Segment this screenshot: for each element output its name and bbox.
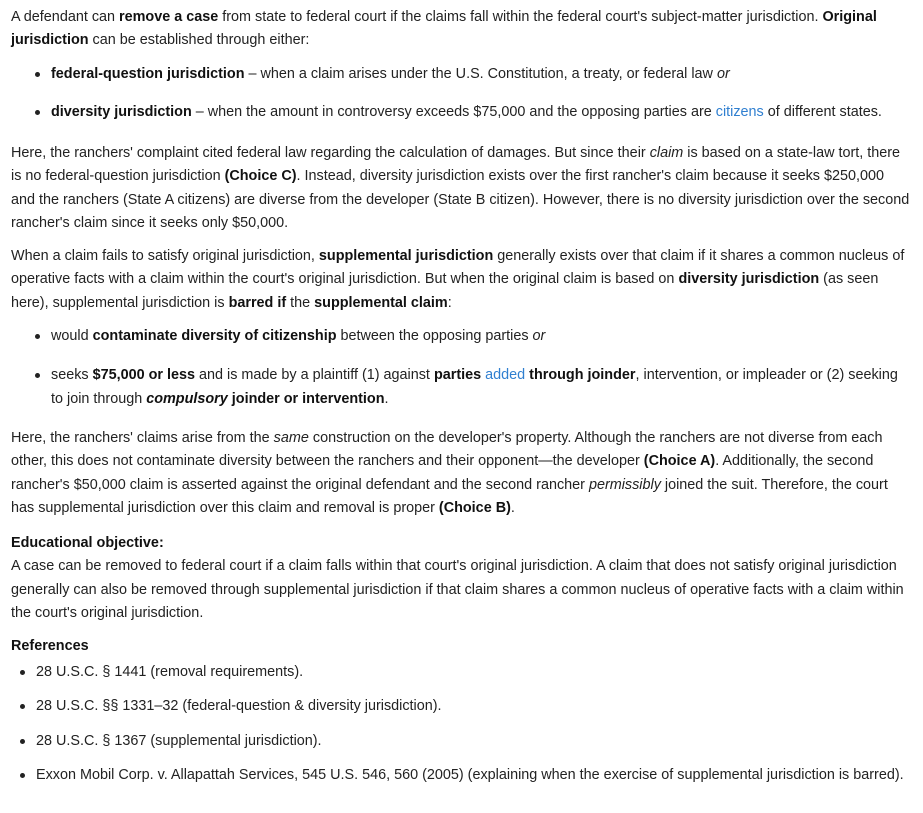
reference-item: 28 U.S.C. § 1367 (supplemental jurisdiction). [11,730,911,753]
educational-objective [11,532,911,626]
reference-item: 28 U.S.C. § 1441 (removal requirements). [11,661,911,684]
references-section [11,635,911,658]
analysis-paragraph-1: Here, the ranchers' complaint cited federal law regarding the calculation of damages. But since their claim is based on a state-law tort, there is no federal-question jurisdiction (Choice C). Instead, diversity jurisdiction exists over the first rancher's claim because it seeks $250,000 and the ranchers (State A citizens) are diverse from the developer (State B citizen). However, there is no diversity jurisdiction over the second rancher's claim since it seeks only $50,000. [11,145,910,232]
list-item-federal-question: federal-question jurisdiction – when a claim arises under the U.S. Constitution, a treaty, or federal law or [11,63,911,86]
list-item-seeks-75000: seeks $75,000 or less and is made by a plaintiff (1) against parties added through joinder, intervention, or impleader or (2) seeking to join through compulsory joinder or intervention. [11,364,911,411]
supplemental-paragraph: When a claim fails to satisfy original jurisdiction, supplemental jurisdiction generally exists over that claim if it shares a common nucleus of operative facts with a claim within the court's original jurisdiction. But when the original claim is based on diversity jurisdiction (as seen here), supplemental jurisdiction is barred if the supplemental claim: [11,248,905,311]
educational-objective-heading: Educational objective: [11,535,164,551]
analysis-paragraph-2: Here, the ranchers' claims arise from the same construction on the developer's property. Although the ranchers are not diverse from each other, this does not contaminate diversity between the ranchers and their opponent—the developer (Choice A). Additionally, the second rancher's $50,000 claim is asserted against the original defendant and the second rancher permissibly joined the suit. Therefore, the court has supplemental jurisdiction over this claim and removal is proper (Choice B). [11,430,888,517]
reference-item: 28 U.S.C. §§ 1331–32 (federal-question & diversity jurisdiction). [11,695,911,718]
citizens-link[interactable]: citizens [715,104,764,121]
list-item-diversity: diversity jurisdiction – when the amount in controversy exceeds $75,000 and the opposing parties are citizens of different states. [11,101,911,124]
references-heading: References [11,638,89,654]
educational-objective-text: A case can be removed to federal court if a claim falls within that court's original jurisdiction. A claim that does not satisfy original jurisdiction generally can also be removed through supplemental jurisdiction if that claim shares a common nucleus of operative facts with a claim within the court's original jurisdiction. [11,558,904,622]
intro-paragraph: A defendant can remove a case from state to federal court if the claims fall within the federal court's subject-matter jurisdiction. Original jurisdiction can be established through either: [11,9,877,49]
bar-conditions-list [11,325,911,411]
reference-item: Exxon Mobil Corp. v. Allapattah Services, 545 U.S. 546, 560 (2005) (explaining when the exercise of supplemental jurisdiction is barred). [11,764,911,787]
jurisdiction-basis-list [11,63,911,125]
list-item-contaminate: would contaminate diversity of citizenship between the opposing parties or [11,325,911,348]
references-list [11,661,911,788]
added-link[interactable]: added [485,367,526,384]
